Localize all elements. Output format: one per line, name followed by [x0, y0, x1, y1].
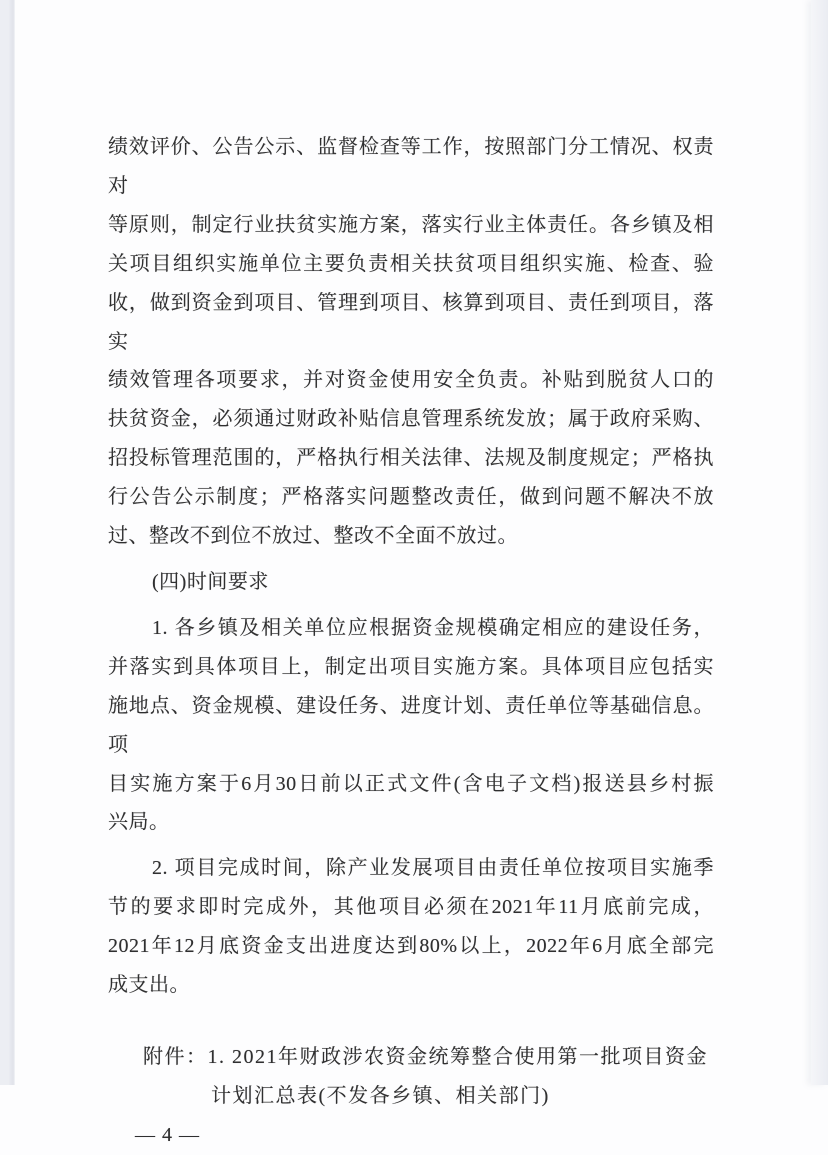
- text-line: 目实施方案于6月30日前以正式文件(含电子文档)报送县乡村振: [108, 772, 714, 795]
- attachment-note: [108, 1038, 714, 1116]
- text-line: 节的要求即时完成外，其他项目必须在2021年11月底前完成，: [108, 896, 714, 919]
- text-line: 扶贫资金，必须通过财政补贴信息管理系统发放；属于政府采购、: [108, 408, 714, 431]
- text-line: 2021年12月底资金支出进度达到80%以上，2022年6月底全部完: [108, 935, 714, 958]
- text-line: 绩效评价、公告公示、监督检查等工作，按照部门分工情况、权责对: [108, 136, 714, 197]
- scan-edge-right: [811, 0, 828, 1085]
- text-line: 招投标管理范围的，严格执行相关法律、法规及制度规定；严格执: [108, 447, 714, 470]
- text-line: 绩效管理各项要求，并对资金使用安全负责。补贴到脱贫人口的: [108, 369, 714, 392]
- document-body: [108, 128, 714, 1005]
- paragraph: [108, 563, 714, 602]
- scan-edge-left: [0, 0, 15, 1085]
- text-line: 施地点、资金规模、建设任务、进度计划、责任单位等基础信息。项: [108, 694, 714, 756]
- paragraph: [108, 128, 714, 556]
- paragraph: [108, 609, 714, 842]
- text-line: 并落实到具体项目上，制定出项目实施方案。具体项目应包括实: [108, 655, 714, 678]
- text-line: 等原则，制定行业扶贫实施方案，落实行业主体责任。各乡镇及相: [108, 213, 714, 236]
- text-line: 过、整改不到位不放过、整改不全面不放过。: [108, 525, 518, 548]
- text-line: 行公告公示制度；严格落实问题整改责任，做到问题不解决不放: [108, 486, 714, 509]
- text-line: 关项目组织实施单位主要负责相关扶贫项目组织实施、检查、验: [108, 252, 714, 275]
- attachment-line-continuation: 计划汇总表(不发各乡镇、相关部门): [211, 1084, 550, 1107]
- attachment-line: 附件：1. 2021年财政涉农资金统筹整合使用第一批项目资金: [143, 1045, 708, 1068]
- page-number: — 4 —: [135, 1123, 200, 1146]
- text-line: 兴局。: [108, 811, 170, 834]
- text-line: 2. 项目完成时间，除产业发展项目由责任单位按项目实施季: [152, 857, 714, 880]
- text-line: 收，做到资金到项目、管理到项目、核算到项目、责任到项目，落实: [108, 291, 714, 353]
- text-line: 1. 各乡镇及相关单位应根据资金规模确定相应的建设任务，: [152, 616, 714, 639]
- text-line: (四)时间要求: [152, 570, 269, 593]
- document-content: [108, 128, 714, 1155]
- paragraph: [108, 849, 714, 1005]
- text-line: 成支出。: [108, 974, 190, 997]
